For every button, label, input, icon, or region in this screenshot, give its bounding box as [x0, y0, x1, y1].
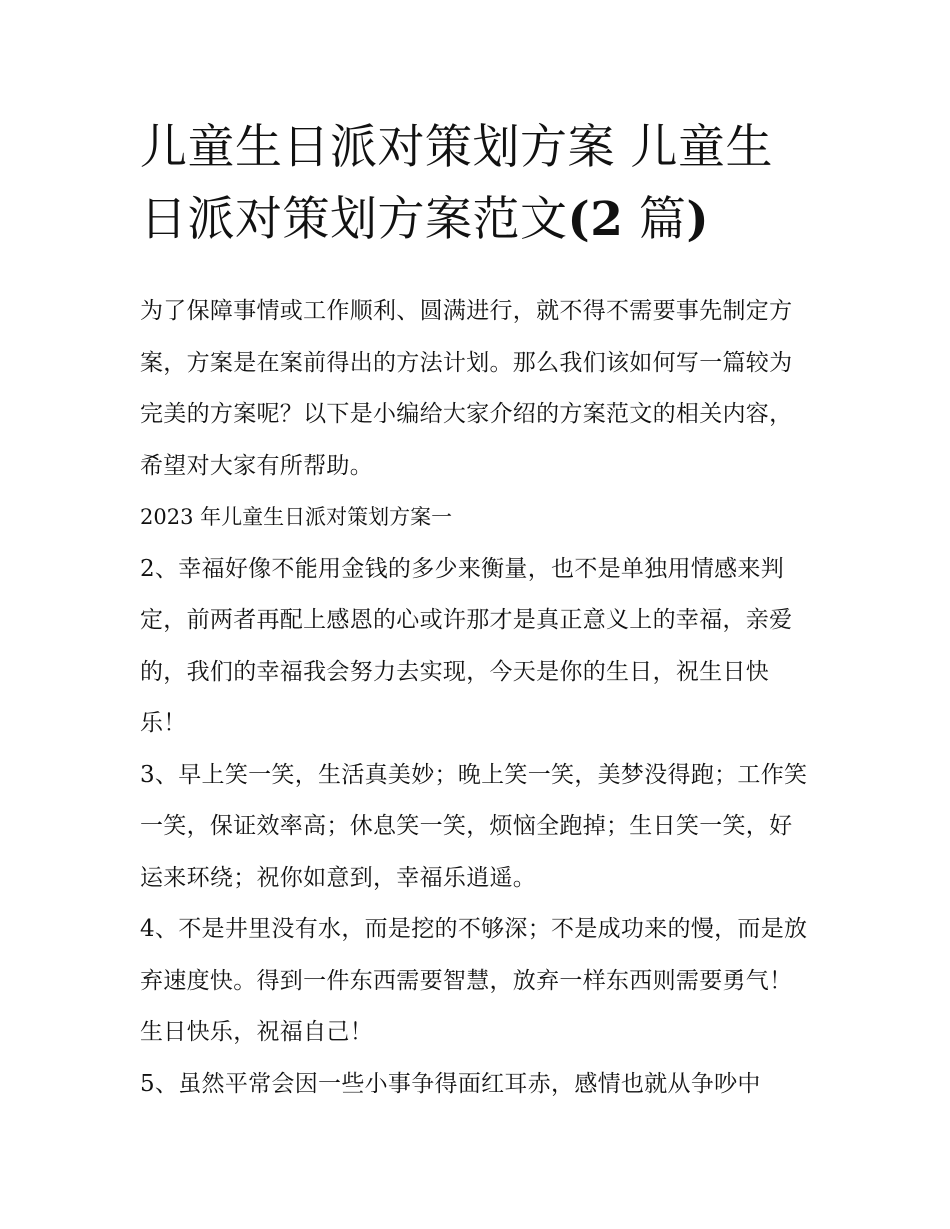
list-item: 4、不是井里没有水，而是挖的不够深；不是成功来的慢，而是放弃速度快。得到一件东西需要智慧，放弃一样东西则需要勇气！生日快乐，祝福自己！	[140, 916, 808, 1045]
list-item: 3、早上笑一笑，生活真美妙；晚上笑一笑，美梦没得跑；工作笑一笑，保证效率高；休息笑一笑，烦恼全跑掉；生日笑一笑，好运来环绕；祝你如意到，幸福乐逍遥。	[140, 761, 808, 891]
title-text: 儿童生日派对策划方案 儿童生日派对策划方案范文	[140, 120, 773, 247]
list-item: 5、虽然平常会因一些小事争得面红耳赤，感情也就从争吵中	[140, 1070, 761, 1097]
document-body	[140, 112, 815, 1110]
intro-paragraph: 为了保障事情或工作顺利、圆满进行，就不得不需要事先制定方案，方案是在案前得出的方法计划。那么我们该如何写一篇较为完美的方案呢？以下是小编给大家介绍的方案范文的相关内容，希望对大家有所帮助。	[140, 298, 793, 479]
list-item: 2、幸福好像不能用金钱的多少来衡量，也不是单独用情感来判定，前两者再配上感恩的心或许那才是真正意义上的幸福，亲爱的，我们的幸福我会努力去实现，今天是你的生日，祝生日快乐！	[140, 555, 793, 736]
document-title	[140, 112, 815, 256]
section-heading: 2023 年儿童生日派对策划方案一	[140, 505, 453, 529]
title-count-open: (2	[567, 192, 624, 247]
title-count-unit: 篇	[623, 192, 687, 247]
title-count-close: )	[686, 192, 710, 247]
